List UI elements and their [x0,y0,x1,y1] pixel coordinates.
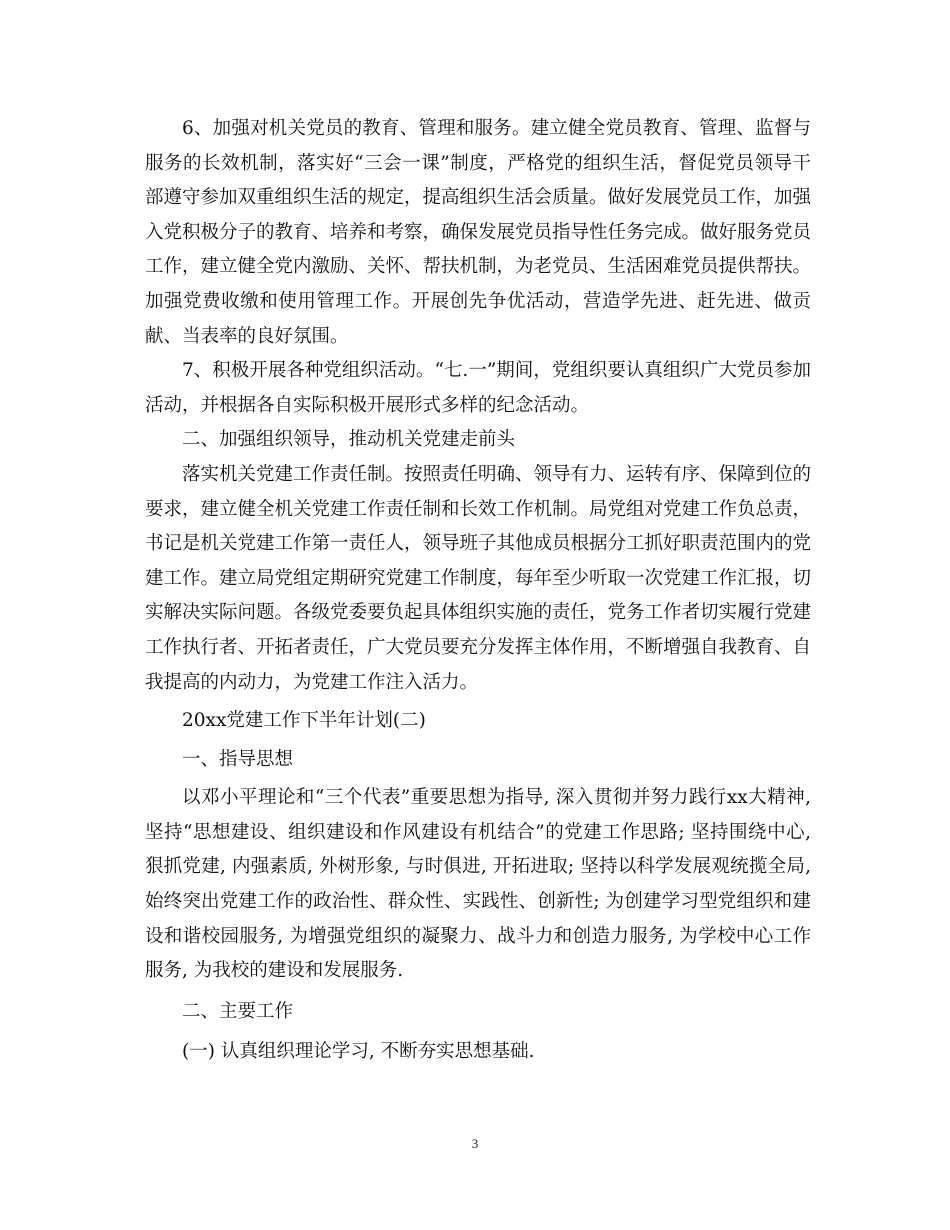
document-body [145,112,817,1070]
paragraph-item-7: 7、积极开展各种党组织活动。“七.一”期间，党组织要认真组织广大党员参加活动，并根据各自实际积极开展形式多样的纪念活动。 [145,360,811,416]
paragraph-item-6: 6、加强对机关党员的教育、管理和服务。建立健全党员教育、管理、监督与服务的长效机制，落实好“三会一课”制度，严格党的组织生活，督促党员领导干部遵守参加双重组织生活的规定，提高组织生活会质量。做好发展党员工作，加强入党积极分子的教育、培养和考察，确保发展党员指导性任务完成。做好服务党员工作，建立健全党内激励、关怀、帮扶机制，为老党员、生活困难党员提供帮扶。加强党费收缴和使用管理工作。开展创先争优活动，营造学先进、赶先进、做贡献、当表率的良好氛围。 [145,118,812,347]
paragraph-guiding-ideology: 以邓小平理论和“三个代表”重要思想为指导, 深入贯彻并努力践行xx大精神, 坚持“思想建设、组织建设和作风建设有机结合”的党建工作思路; 坚持围绕中心, 狠抓党建, 内强素质, 外树形象, 与时俱进, 开拓进取; 坚持以科学发展观统揽全局, 始终突出党建工作的政治性、群众性、实践性、创新性; 为创建学习型党组织和建设和谐校园服务, 为增强党组织的凝聚力、战斗力和创造力服务, 为学校中心工作服务, 为我校的建设和发展服务. [145,787,817,982]
subsection-heading-theory-study: (一) 认真组织理论学习, 不断夯实思想基础. [182,1041,535,1063]
paragraph-responsibility-system: 落实机关党建工作责任制。按照责任明确、领导有力、运转有序、保障到位的要求，建立健全机关党建工作责任制和长效工作机制。局党组对党建工作负总责，书记是机关党建工作第一责任人，领导班子其他成员根据分工抓好职责范围内的党建工作。建立局党组定期研究党建工作制度，每年至少听取一次党建工作汇报，切实解决实际问题。各级党委要负起具体组织实施的责任，党务工作者切实履行党建工作执行者、开拓者责任，广大党员要充分发挥主体作用，不断增强自我教育、自我提高的内动力，为党建工作注入活力。 [145,463,812,693]
section-heading-main-work: 二、主要工作 [182,1000,294,1022]
section-heading-organization-leadership: 二、加强组织领导，推动机关党建走前头 [182,429,516,451]
section-heading-guiding-ideology: 一、指导思想 [182,748,294,770]
document-subtitle: 20xx党建工作下半年计划(二) [182,710,426,732]
page-number: 3 [471,1136,479,1151]
